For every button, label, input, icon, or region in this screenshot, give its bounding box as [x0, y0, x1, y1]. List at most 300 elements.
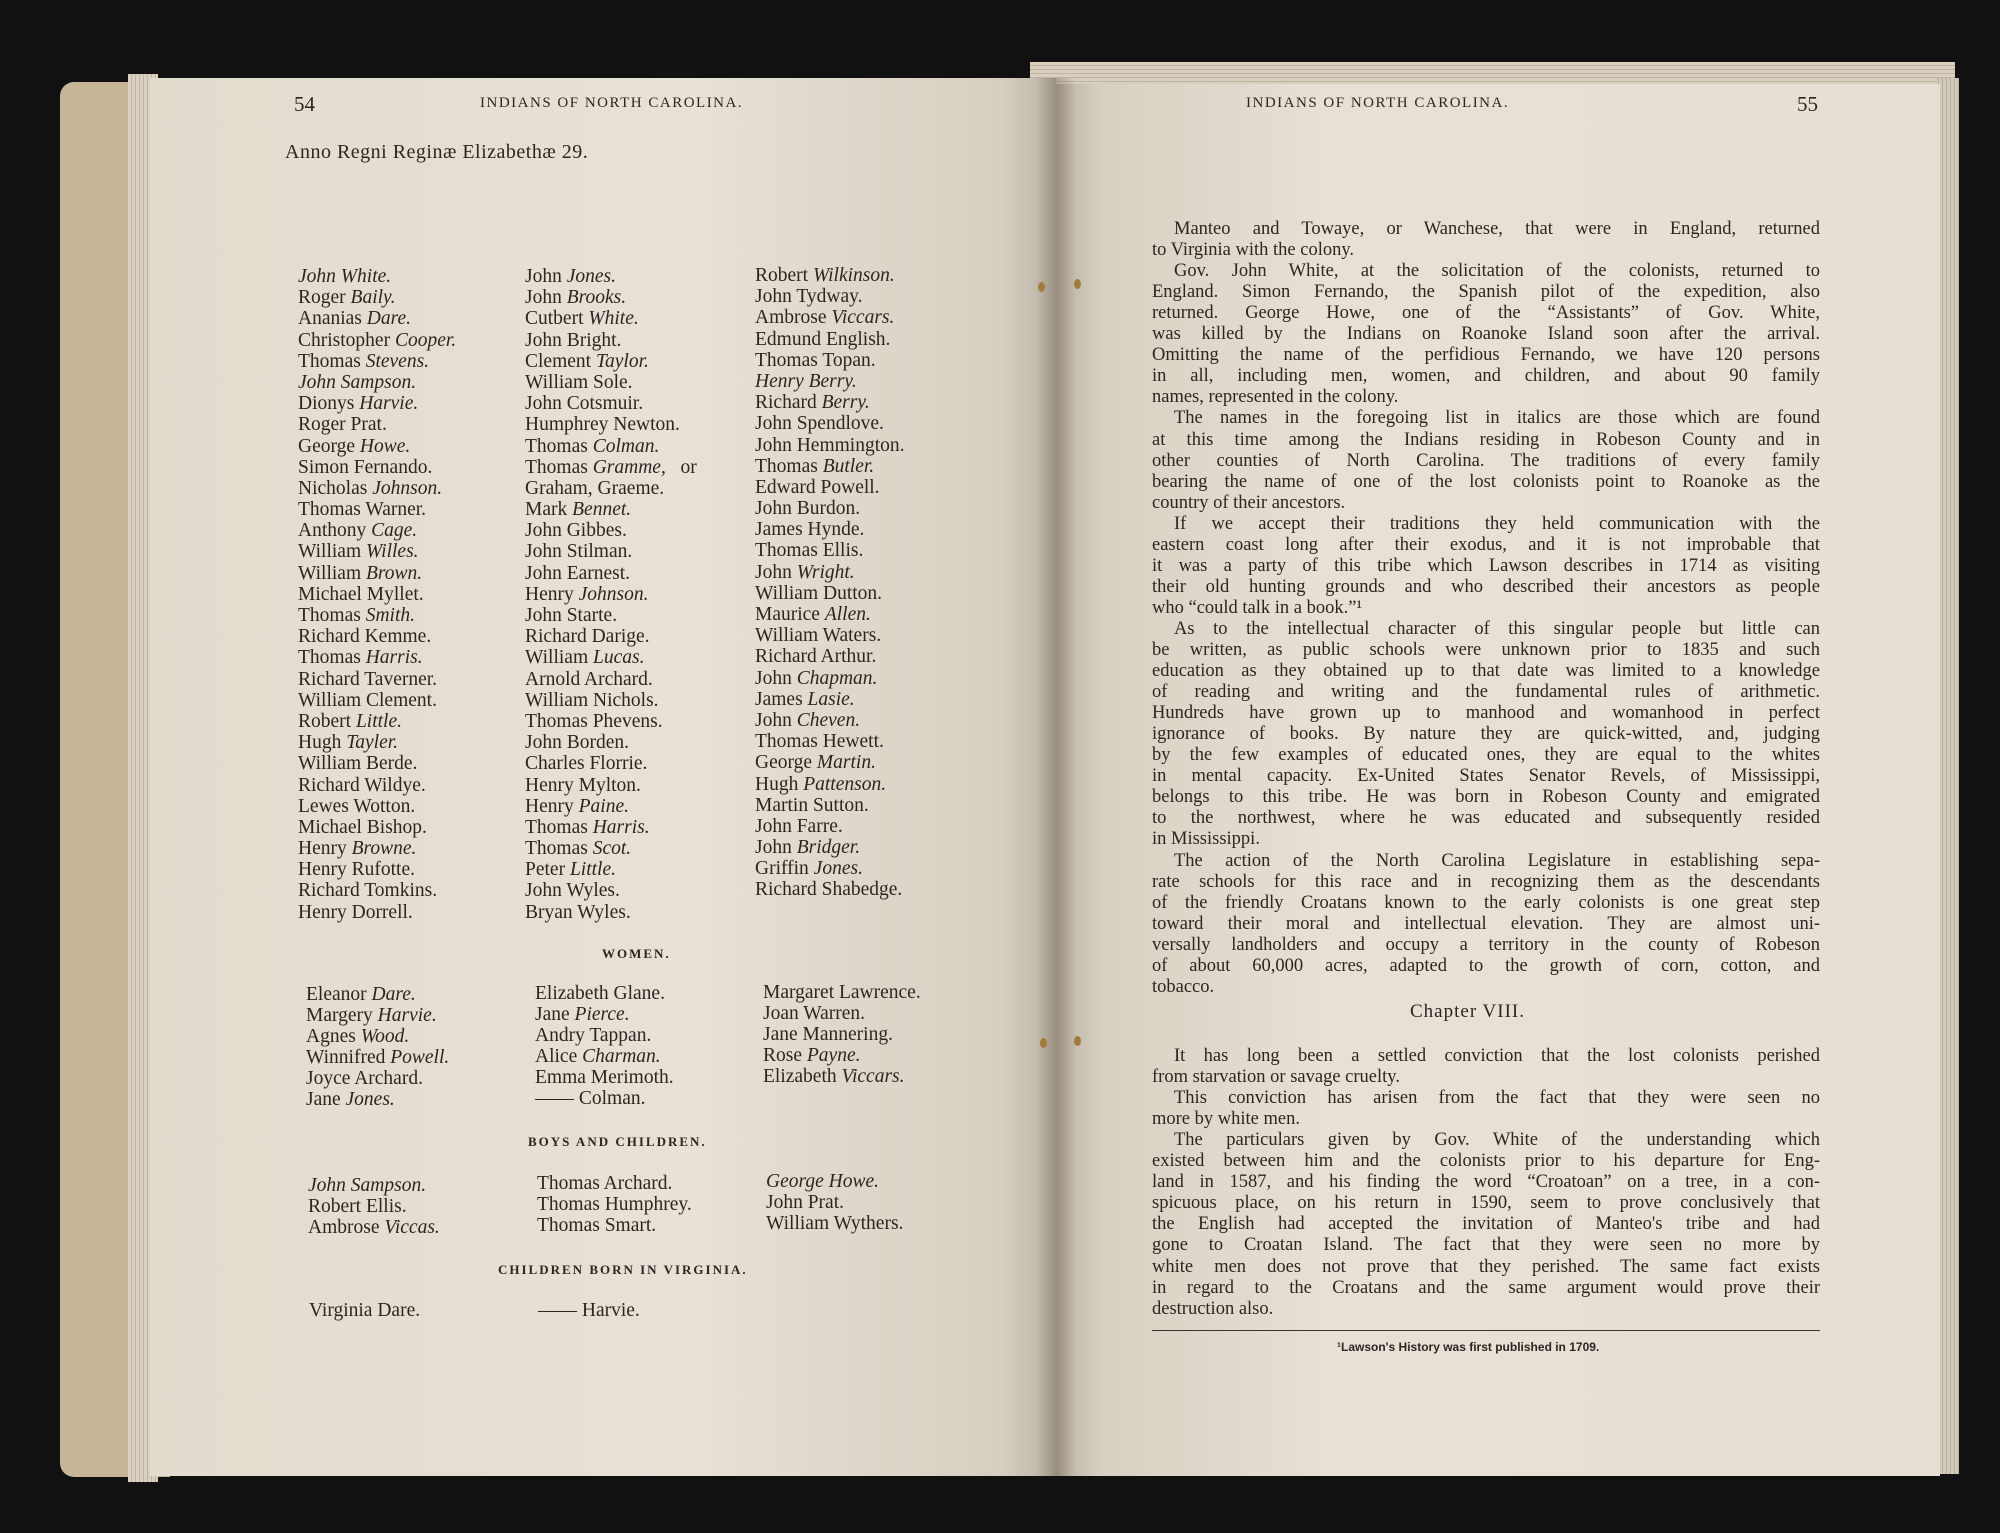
name-entry: [535, 1025, 674, 1046]
name-italic: Johnson.: [578, 583, 649, 605]
name-roman: Andry Tappan.: [535, 1025, 652, 1046]
name-italic: Wilkinson.: [812, 265, 895, 286]
name-entry: [755, 668, 905, 689]
name-roman: Jane Mannering.: [763, 1024, 893, 1045]
name-entry: [306, 1005, 449, 1026]
name-entry: [755, 774, 905, 795]
right-body-text: [1152, 219, 1820, 1009]
name-roman: James Hynde.: [755, 519, 865, 541]
women-column-2: [535, 983, 674, 1109]
right-top-edges: [1030, 62, 1955, 86]
name-roman: Thomas: [298, 350, 366, 372]
name-entry: [525, 838, 697, 859]
footnote: ¹Lawson's History was first published in 1709.: [1337, 1340, 1600, 1354]
name-roman: Thomas Topan.: [755, 349, 876, 371]
name-roman: Edmund English.: [755, 328, 891, 350]
name-entry: [525, 753, 697, 774]
name-roman: William Sole.: [525, 371, 633, 393]
name-entry: [298, 287, 456, 308]
name-roman: John Borden.: [525, 732, 629, 754]
name-italic: Cheven.: [796, 709, 861, 731]
name-roman: Robert: [755, 265, 813, 286]
page-number-left: 54: [294, 92, 315, 116]
name-roman: Richard Taverner.: [298, 668, 438, 690]
name-entry: [298, 457, 456, 478]
name-entry: [766, 1213, 903, 1234]
name-roman: John: [525, 287, 567, 309]
name-roman: Anthony: [298, 520, 372, 542]
text-line: tobacco.: [1152, 976, 1215, 997]
name-entry: [298, 902, 456, 923]
name-roman: Winnifred: [306, 1047, 391, 1068]
name-italic: Jones.: [566, 266, 616, 287]
name-entry: [755, 371, 905, 392]
name-entry: [306, 1047, 449, 1068]
text-line: of the friendly Croatans known to the early colonists is one great step: [1152, 892, 1820, 913]
name-entry: [755, 413, 905, 434]
name-roman: Thomas: [525, 435, 593, 457]
name-italic: Baily.: [350, 287, 396, 309]
name-entry: [755, 392, 905, 413]
name-roman: Ambrose: [308, 1217, 385, 1238]
name-italic: Charman.: [582, 1046, 661, 1067]
name-roman: Thomas: [525, 456, 593, 478]
name-roman: Martin Sutton.: [755, 794, 869, 816]
name-entry: [755, 583, 905, 604]
text-line: be written, as public schools were unknown prior to 1835 and such: [1152, 640, 1820, 660]
born-name-1: Virginia Dare.: [309, 1300, 421, 1321]
name-italic: Paine.: [578, 795, 629, 817]
name-roman: George: [298, 435, 360, 457]
name-entry: [298, 499, 456, 520]
list-title: Anno Regni Reginæ Elizabethæ 29.: [285, 141, 589, 163]
name-entry: [298, 859, 456, 880]
name-entry: [763, 1066, 921, 1087]
name-italic: Harvie.: [359, 393, 419, 415]
boys-column-1: [308, 1175, 440, 1238]
name-entry: [766, 1192, 903, 1213]
text-line: The action of the North Carolina Legislature in establishing sepa-: [1174, 850, 1820, 871]
name-roman: Graham, Graeme.: [525, 477, 665, 499]
name-roman: Dionys: [298, 393, 360, 415]
name-italic: Berry.: [821, 392, 870, 414]
name-roman: Elizabeth: [763, 1066, 842, 1087]
name-roman: Thomas Phevens.: [525, 710, 663, 732]
name-roman: Henry: [525, 795, 579, 817]
name-entry: [537, 1173, 692, 1194]
name-italic: Johnson.: [372, 477, 443, 499]
name-italic: Browne.: [351, 838, 417, 860]
name-entry: [755, 477, 905, 498]
text-line: This conviction has arisen from the fact that they were seen no: [1174, 1088, 1820, 1109]
name-entry: [755, 540, 905, 561]
text-line: by the few examples of educated ones, they are equal to the whites: [1152, 745, 1820, 766]
name-roman: Roger Prat.: [298, 414, 387, 436]
name-entry: [755, 562, 905, 583]
chapter-heading: Chapter VIII.: [1410, 1001, 1526, 1022]
name-entry: [525, 859, 697, 880]
name-italic: Stevens.: [365, 350, 430, 372]
text-line: more by white men.: [1152, 1109, 1300, 1130]
name-entry: [298, 880, 456, 901]
name-entry: [525, 414, 697, 435]
boys-heading: BOYS AND CHILDREN.: [528, 1134, 707, 1149]
name-roman: Henry Mylton.: [525, 774, 641, 796]
women-column-1: [306, 984, 449, 1110]
text-line: country of their ancestors.: [1152, 492, 1346, 513]
stitch-hole: [1074, 279, 1081, 289]
name-entry: [537, 1215, 692, 1236]
name-entry: [298, 775, 456, 796]
name-roman: Richard Darige.: [525, 626, 650, 648]
name-roman: Alice: [535, 1046, 583, 1067]
name-roman: Griffin: [755, 858, 814, 880]
name-entry: [755, 286, 905, 307]
name-roman: Clement: [525, 350, 596, 372]
name-roman: William Nichols.: [525, 689, 659, 711]
name-entry: [535, 1067, 674, 1088]
name-italic: Powell.: [390, 1047, 450, 1068]
name-italic: Pierce.: [574, 1004, 630, 1025]
name-roman: Emma Merimoth.: [535, 1067, 674, 1088]
name-roman: Henry Dorrell.: [298, 901, 413, 923]
men-column-2: [525, 266, 697, 923]
name-roman: Rose: [763, 1045, 807, 1066]
name-roman: James: [755, 688, 808, 710]
name-entry: [298, 372, 456, 393]
boys-column-3: [766, 1171, 903, 1234]
name-roman: Richard Shabedge.: [755, 879, 903, 901]
name-entry: [298, 478, 456, 499]
name-roman: John Starte.: [525, 605, 618, 626]
born-heading: CHILDREN BORN IN VIRGINIA.: [498, 1262, 748, 1277]
name-entry: [535, 983, 674, 1004]
name-entry: [298, 541, 456, 562]
text-line: white men does not prove that they perished. The same fact exists: [1152, 1256, 1820, 1277]
name-roman: Thomas Archard.: [537, 1173, 673, 1194]
name-roman: Joan Warren.: [763, 1003, 866, 1024]
name-roman: John Prat.: [766, 1192, 844, 1213]
name-entry: [755, 731, 905, 752]
name-entry: [298, 351, 456, 372]
name-roman: Henry: [298, 838, 352, 860]
name-roman: John Burdon.: [755, 498, 861, 520]
name-entry: [525, 330, 697, 351]
name-roman: John Spendlove.: [755, 413, 884, 435]
name-italic: Butler.: [822, 455, 875, 477]
name-roman: Mark: [525, 499, 573, 521]
name-roman: Agnes: [306, 1026, 361, 1047]
name-entry: [298, 414, 456, 435]
name-roman: Robert: [298, 710, 356, 732]
name-roman: Margaret Lawrence.: [763, 982, 921, 1003]
name-roman: Jane: [535, 1004, 575, 1025]
name-roman: Richard Tomkins.: [298, 880, 438, 902]
name-roman: John Bright.: [525, 329, 622, 351]
name-roman: John Cotsmuir.: [525, 393, 644, 415]
name-italic: Jones.: [345, 1089, 395, 1110]
women-column-3: [763, 982, 921, 1087]
name-italic: Little.: [355, 710, 402, 732]
name-roman: George: [755, 752, 817, 774]
text-line: of about 60,000 acres, adapted to the growth of corn, cotton, and: [1152, 955, 1820, 976]
name-italic: Pattenson.: [803, 773, 887, 795]
name-roman: Humphrey Newton.: [525, 414, 680, 436]
name-entry: [525, 796, 697, 817]
name-entry: [755, 752, 905, 773]
name-entry: [525, 902, 697, 923]
name-roman: John Gibbes.: [525, 520, 627, 542]
name-italic: Little.: [569, 859, 616, 881]
name-entry: [755, 307, 905, 328]
name-entry: [525, 287, 697, 308]
name-italic: Smith.: [365, 605, 415, 626]
name-italic: Payne.: [806, 1045, 861, 1066]
text-line: Manteo and Towaye, or Wanchese, that were in England, returned: [1174, 219, 1820, 239]
name-entry: [525, 308, 697, 329]
name-roman: Thomas Warner.: [298, 499, 427, 521]
name-italic: Cooper.: [394, 329, 457, 351]
text-line: Gov. John White, at the solicitation of the colonists, returned to: [1174, 261, 1820, 282]
name-entry: [755, 858, 905, 879]
name-roman: William Clement.: [298, 689, 437, 711]
name-italic: Wright.: [796, 561, 855, 583]
name-entry: [298, 647, 456, 668]
name-suffix: or: [665, 456, 697, 478]
name-roman: Cutbert: [525, 308, 589, 330]
name-italic: Jones.: [813, 858, 863, 880]
name-entry: [298, 753, 456, 774]
name-entry: [298, 690, 456, 711]
name-roman: Richard Wildye.: [298, 774, 426, 796]
name-entry: [525, 372, 697, 393]
name-entry: [306, 1068, 449, 1089]
text-line: destruction also.: [1152, 1298, 1274, 1319]
name-italic: Henry Berry.: [755, 370, 857, 392]
name-entry: [525, 393, 697, 414]
name-entry: [755, 498, 905, 519]
name-entry: [763, 1045, 921, 1066]
name-roman: Robert Ellis.: [308, 1196, 407, 1217]
running-head-left: INDIANS OF NORTH CAROLINA.: [480, 95, 744, 111]
name-roman: William: [298, 541, 366, 563]
name-roman: William Dutton.: [755, 582, 883, 604]
name-entry: [755, 435, 905, 456]
name-entry: [763, 1003, 921, 1024]
running-head-right: INDIANS OF NORTH CAROLINA.: [1246, 95, 1510, 111]
name-entry: [755, 710, 905, 731]
name-entry: [308, 1175, 440, 1196]
text-line: other counties of North Carolina. The traditions of every family: [1152, 450, 1820, 471]
name-italic: Lasie.: [807, 688, 855, 710]
name-italic: Brown.: [366, 562, 423, 584]
name-italic: Bridger.: [796, 837, 861, 859]
name-entry: [298, 796, 456, 817]
text-line: toward their moral and intellectual elevation. They are almost uni-: [1152, 913, 1820, 934]
text-line: in regard to the Croatans and the same argument would prove their: [1152, 1277, 1820, 1298]
text-line: in Mississippi.: [1152, 829, 1260, 850]
name-roman: Christopher: [298, 329, 395, 351]
name-italic: Harris.: [365, 647, 423, 669]
name-roman: John Stilman.: [525, 541, 633, 563]
name-entry: [525, 266, 697, 287]
name-roman: Margery: [306, 1005, 378, 1026]
name-italic: Dare.: [366, 308, 412, 330]
text-line: names, represented in the colony.: [1152, 387, 1399, 408]
text-line: spicuous place, on his return in 1590, seem to prove conclusively that: [1152, 1193, 1820, 1214]
name-italic: Viccars.: [831, 307, 895, 329]
name-entry: [525, 690, 697, 711]
text-line: who “could talk in a book.”¹: [1152, 597, 1363, 618]
name-entry: [763, 982, 921, 1003]
name-entry: [298, 732, 456, 753]
name-italic: White.: [588, 308, 639, 330]
name-entry: [306, 1089, 449, 1110]
name-roman: —— Colman.: [535, 1088, 646, 1109]
name-roman: Nicholas: [298, 477, 373, 499]
name-roman: John Hemmington.: [755, 434, 905, 456]
name-roman: Hugh: [298, 732, 347, 754]
name-roman: John: [755, 709, 797, 731]
name-entry: [525, 626, 697, 647]
name-entry: [525, 584, 697, 605]
name-roman: William Waters.: [755, 625, 882, 647]
text-line: The names in the foregoing list in italics are those which are found: [1174, 408, 1820, 429]
text-line: bearing the name of one of the lost colonists point to Roanoke as the: [1152, 471, 1820, 492]
name-entry: [525, 436, 697, 457]
name-italic: Cage.: [371, 520, 418, 542]
text-line: It has long been a settled conviction that the lost colonists perished: [1174, 1046, 1820, 1066]
name-italic: John White.: [298, 266, 392, 287]
text-line: land in 1587, and his finding the word “Croatoan” on a tree, in a con-: [1152, 1172, 1820, 1193]
name-entry: [525, 647, 697, 668]
men-column-3: [755, 265, 905, 901]
name-roman: Peter: [525, 859, 570, 881]
name-entry: [535, 1088, 674, 1109]
name-italic: Taylor.: [595, 350, 649, 372]
text-line: of reading and writing and the fundamental rules of arithmetic.: [1152, 682, 1820, 703]
text-line: from starvation or savage cruelty.: [1152, 1067, 1400, 1088]
name-entry: [755, 456, 905, 477]
text-line: to the northwest, where he was educated and subsequently resided: [1152, 808, 1820, 829]
name-roman: Ambrose: [755, 307, 832, 329]
name-entry: [298, 817, 456, 838]
name-roman: Thomas: [525, 816, 593, 838]
text-line: to Virginia with the colony.: [1152, 240, 1355, 261]
men-column-1: [298, 266, 456, 923]
name-entry: [308, 1196, 440, 1217]
name-entry: [525, 457, 697, 478]
name-roman: Elizabeth Glane.: [535, 983, 665, 1004]
name-italic: Allen.: [824, 604, 871, 625]
name-roman: Thomas Smart.: [537, 1215, 657, 1236]
name-italic: Gramme,: [592, 456, 666, 478]
name-roman: Thomas: [525, 838, 593, 860]
text-line: returned. George Howe, one of the “Assistants” of Gov. White,: [1152, 303, 1820, 324]
text-line: ignorance of books. By nature they are quick-witted, and, judging: [1152, 724, 1820, 745]
name-roman: Joyce Archard.: [306, 1068, 423, 1089]
text-line: eastern coast long after their exodus, and it is not improbable that: [1152, 534, 1820, 555]
name-entry: [298, 626, 456, 647]
name-entry: [755, 879, 905, 900]
name-italic: Dare.: [371, 984, 416, 1005]
name-roman: Thomas: [755, 455, 823, 477]
name-italic: John Sampson.: [298, 371, 417, 393]
name-entry: [298, 605, 456, 626]
name-entry: [308, 1217, 440, 1238]
name-entry: [525, 732, 697, 753]
name-entry: [298, 563, 456, 584]
name-roman: William Wythers.: [766, 1213, 904, 1234]
text-line: their old hunting grounds and who described their ancestors as people: [1152, 576, 1820, 597]
name-entry: [525, 541, 697, 562]
text-line: education as they obtained up to that date was limited to a knowledge: [1152, 661, 1820, 682]
text-line: As to the intellectual character of this singular people but little can: [1174, 618, 1820, 639]
name-entry: [535, 1004, 674, 1025]
name-italic: Viccas.: [384, 1217, 440, 1238]
name-entry: [306, 1026, 449, 1047]
name-entry: [525, 499, 697, 520]
name-entry: [755, 837, 905, 858]
name-entry: [298, 266, 456, 287]
women-heading: WOMEN.: [602, 946, 671, 961]
name-entry: [755, 329, 905, 350]
stitch-hole: [1040, 1038, 1047, 1048]
text-line: If we accept their traditions they held communication with the: [1174, 513, 1820, 534]
name-entry: [298, 330, 456, 351]
name-entry: [763, 1024, 921, 1045]
name-roman: William: [525, 647, 593, 669]
name-italic: Harris.: [592, 816, 650, 838]
text-line: England. Simon Fernando, the Spanish pilot of the expedition, also: [1152, 282, 1820, 303]
name-roman: Jane: [306, 1089, 346, 1110]
name-roman: John: [755, 667, 797, 689]
text-line: The particulars given by Gov. White of the understanding which: [1174, 1130, 1820, 1151]
name-entry: [525, 880, 697, 901]
name-entry: [755, 265, 905, 286]
name-roman: Thomas Hewett.: [755, 731, 884, 753]
name-entry: [306, 984, 449, 1005]
name-entry: [755, 519, 905, 540]
name-entry: [525, 351, 697, 372]
name-italic: Viccars.: [841, 1066, 905, 1087]
name-roman: Richard: [755, 392, 822, 414]
text-line: belongs to this tribe. He was born in Robeson County and emigrated: [1152, 787, 1820, 808]
text-line: gone to Croatan Island. The fact that they were seen no more by: [1152, 1235, 1820, 1256]
text-line: the English had accepted the invitation of Manteo's tribe and had: [1152, 1214, 1820, 1235]
name-entry: [298, 711, 456, 732]
stitch-hole: [1074, 1036, 1081, 1046]
name-italic: Lucas.: [593, 647, 645, 669]
name-entry: [537, 1194, 692, 1215]
name-roman: John: [755, 561, 797, 583]
name-italic: Willes.: [366, 541, 419, 563]
text-line: Omitting the name of the perfidious Fernando, we have 120 persons: [1152, 345, 1820, 366]
name-italic: Scot.: [592, 838, 632, 860]
name-italic: Tayler.: [346, 732, 399, 754]
name-italic: Bennet.: [572, 499, 632, 521]
text-line: in mental capacity. Ex-United States Senator Revels, of Mississippi,: [1152, 766, 1820, 787]
name-roman: William: [298, 562, 366, 584]
name-roman: Eleanor: [306, 984, 372, 1005]
name-roman: Ananias: [298, 308, 367, 330]
name-entry: [525, 775, 697, 796]
name-roman: Thomas Ellis.: [755, 540, 864, 562]
name-entry: [525, 817, 697, 838]
name-roman: Thomas: [298, 605, 366, 626]
name-entry: [298, 308, 456, 329]
name-roman: Michael Myllet.: [298, 583, 424, 605]
